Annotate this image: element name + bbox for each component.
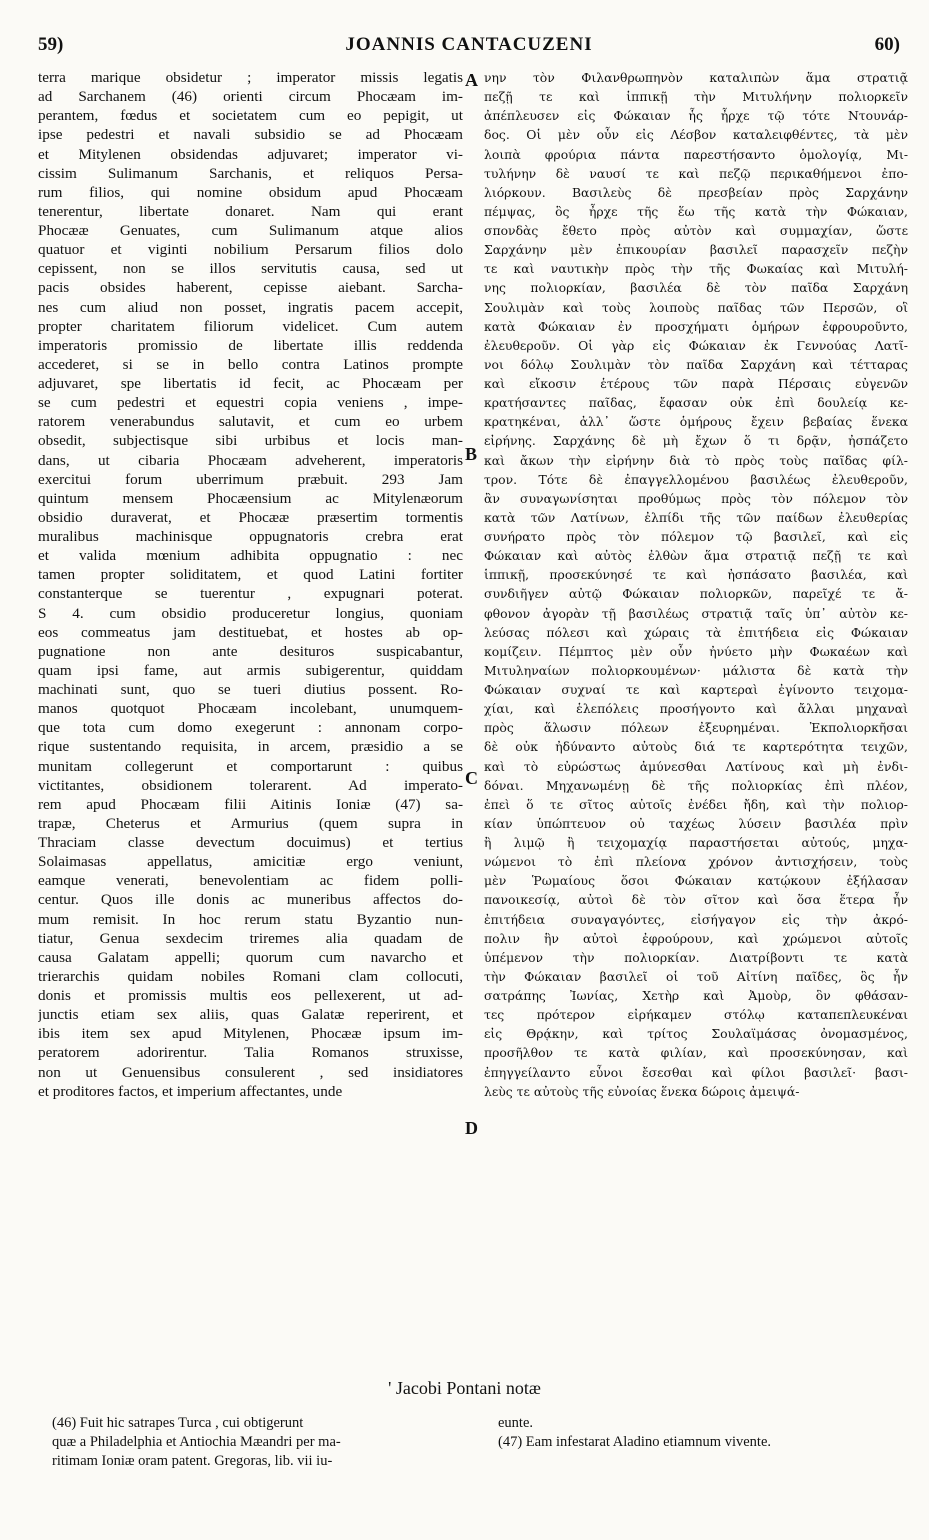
- greek-text-line: προσῆλθον τε κατὰ φιλίαν, καὶ προσεκύνησαν, καὶ: [484, 1045, 908, 1061]
- page-header: [38, 34, 900, 64]
- latin-text-column: [38, 68, 463, 1368]
- footnote-line: (46) Fuit hic satrapes Turca , cui obtigerunt: [52, 1415, 304, 1431]
- latin-text-line: non ut Genuensibus consulerent , sed insidiatores: [38, 1063, 463, 1081]
- greek-text-line: κρατήσαντες παῖδας, ἔφασαν οὐκ ἐπὶ δουλείᾳ κε-: [484, 395, 908, 411]
- greek-text-line: τες πρότερον εἰρήκαμεν στόλῳ καταπεπλευκέναι: [484, 1007, 908, 1023]
- latin-text-line: causa Galatam appelli; quorum cum navarcho et: [38, 948, 463, 966]
- greek-text-line: τρον. Τότε δὲ ἐπαγγελλομένου βασιλέως ἐλευθεροῦν,: [484, 471, 908, 487]
- latin-text-line: adjuvaret, spe libertatis id fecit, ac Phocæam per: [38, 375, 463, 392]
- page-number-left: 59): [38, 34, 64, 55]
- latin-text-line: cepissent, non se illos servitutis causa, sed ut: [38, 260, 463, 278]
- greek-text-line: καὶ τὸ εὐρώστως ἀμύνεσθαι Λατίνους καὶ μὴ ἐνδι-: [484, 758, 908, 774]
- greek-text-line: νης πολιορκίαν, βασιλέα δὲ τὸν παῖδα Σαρχάνη: [484, 280, 908, 296]
- greek-text-line: κατὰ τῶν Λατίνων, ἐλπίδι τῆς τῶν παίδων ἐλευθερίας: [484, 509, 908, 525]
- latin-text-line: ratorem venerabundus salutavit, et cum eo urbem: [38, 413, 463, 431]
- greek-text-line: μὲν Ῥωμαίους ὅσοι Φώκαιαν κατῴκουν ἐξήλασαν: [484, 873, 908, 889]
- latin-text-line: quintum mensem Phocæensium ac Mitylenæorum: [38, 489, 463, 507]
- latin-text-line: eos commeatus jam destituebat, et hostes ab op-: [38, 623, 463, 641]
- greek-text-line: ἀπέπλευσεν εἰς Φώκαιαν ἧς ἦρχε τῷ τότε Ντουνάρ-: [484, 108, 908, 124]
- greek-text-line: τὴν Φώκαιαν βασιλεῖ οἱ τοῦ Αἰτίνη παῖδες, ὃς ἦν: [484, 968, 908, 984]
- latin-text-line: victitantes, obsidionem tolerarent. Ad imperato-: [38, 776, 463, 794]
- latin-text-line: se cum pedestri et equestri copia veniens , impe-: [38, 394, 463, 412]
- latin-text-line: donis et promissis multis eos pellexerent, ut ad-: [38, 987, 463, 1004]
- greek-text-line: πρὸς ἅλωσιν πόλεων ἐξευρημέναι. Ἐκπολιορκῆσαι: [484, 720, 908, 736]
- latin-text-line: et proditores factos, et imperium affectantes, unde: [38, 1082, 343, 1100]
- greek-text-line: ὑπέμενον τὴν πολιορκίαν. Διατρίβοντι τε κατὰ: [484, 949, 908, 965]
- greek-text-line: σπονδὰς ἔθετο πρὸς αὐτὸν καὶ συμμαχίαν, ὥστε: [484, 223, 908, 238]
- latin-text-line: que tota cum domo exegerunt : annonam corpo-: [38, 719, 463, 737]
- greek-text-line: δὲ οὐκ ἠδύναντο αὐτοὺς διά τε καρτερότητα τειχῶν,: [484, 739, 908, 755]
- latin-text-line: manos quotquot Phocæam incolebant, unumquem-: [38, 700, 463, 718]
- latin-text-line: quam ipsi fame, aut armis subigerentur, quiddam: [38, 661, 463, 679]
- latin-text-line: obsedit, subjectisque sibi urbibus et locis man-: [38, 432, 463, 450]
- greek-text-line: τυλήνην δὲ ναυσί τε καὶ πεζῷ περικαθήμενοι ἐπο-: [484, 165, 908, 181]
- latin-text-line: muralibus machinisque oppugnatoris crebra erat: [38, 528, 463, 545]
- greek-text-line: κομίζειν. Πέμπτος μὲν οὖν ἠνύετο μὴν Φωκαέων καὶ: [484, 643, 908, 659]
- greek-text-line: ἂν συναγωνίσηται προθύμως πρὸς τὸν πόλεμον τὸν: [484, 490, 908, 506]
- latin-text-line: eamque venerati, benevolentiam ac fidem polli-: [38, 872, 463, 890]
- latin-text-line: Phocææ Genuates, cum Sulimanum atque alios: [38, 222, 463, 239]
- latin-text-line: obsidio duraverat, et Phocææ præsertim tormentis: [38, 508, 463, 526]
- greek-text-line: ἐπηγγείλαντο εὖνοι ἔσεσθαι καὶ φίλοι βασιλεῖ· βασι-: [484, 1064, 908, 1080]
- footnotes-right: [498, 1414, 918, 1452]
- greek-text-line: καὶ ἄκων τὴν εἰρήνην διὰ τὸ πρὸς τοὺς παῖδας φίλ-: [484, 452, 908, 468]
- greek-text-line: ἐπιτήδεια συναγαγόντες, εἰσήγαγον εἰς τὴν ἀκρό-: [484, 911, 908, 927]
- greek-text-line: ἢ λιμῷ ἢ τειχομαχίᾳ παραστήσεται αὐτούς, μηχα-: [484, 835, 908, 850]
- latin-text-line: rique sustentando requisita, in arcem, præsidio a se: [38, 738, 463, 756]
- greek-text-line: ἱππικῇ, προσεκύνησέ τε καὶ ἠσπάσατο βασιλέα, καὶ: [484, 567, 908, 583]
- greek-text-line: λοιπὰ φρούρια πάντα παρεστήσαντο ὁμολογίᾳ, Μι-: [484, 146, 908, 162]
- latin-text-line: exercitui forum uberrimum præbuit. 293 Jam: [38, 470, 463, 488]
- greek-text-line: πολιν ἣν αὐτοὶ ἐφρούρουν, καὶ χρώμενοι αὐτοῖς: [484, 930, 908, 946]
- greek-text-line: ἐπεὶ ὅ τε σῖτος αὐτοῖς ἐνέδει ἤδη, καὶ τὴν πολιορ-: [484, 796, 908, 812]
- greek-text-line: πεζῇ τε καὶ ἱππικῇ τὴν Μιτυλήνην πολιορκεῖν: [484, 89, 908, 105]
- latin-text-line: pacis obsides haberent, cepisse aiebant. Sarcha-: [38, 279, 463, 297]
- latin-text-line: constanterque se tuerentur , expugnari poterat.: [38, 585, 463, 603]
- greek-text-line: συνδιῆγεν αὐτῷ Φώκαιαν πολιορκῶν, παρεῖχέ τε ἄ-: [484, 586, 908, 602]
- latin-text-line: peratorem adorirentur. Talia Romanos struxisse,: [38, 1044, 463, 1062]
- latin-text-line: pugnatione non ante desituros suspicabantur,: [38, 642, 463, 660]
- greek-text-line: εἰς Θρᾴκην, καὶ τρίτος Σουλαϊμάσας ὀνομασμένος,: [484, 1026, 908, 1042]
- latin-text-line: machinati sunt, quo se tueri diutius possent. Ro-: [38, 681, 463, 698]
- latin-text-line: rum filios, qui nomine obsidum apud Phocæam: [38, 183, 463, 201]
- greek-text-line: σατράπης Ἰωνίας, Χετὴρ καὶ Ἀμοὺρ, ὃν φθάσαν-: [484, 988, 908, 1003]
- latin-text-line: ipse pedestri et navali subsidio se ad Phocæam: [38, 126, 463, 144]
- greek-text-line: λιόρκουν. Βασιλεὺς δὲ πρεσβείαν πρὸς Σαρχάνην: [484, 184, 908, 200]
- footnote-line: quæ a Philadelphia et Antiochia Mæandri per ma-: [52, 1434, 341, 1450]
- footnote-line: ritimam Ioniæ oram patent. Gregoras, lib. vii iu-: [52, 1453, 333, 1469]
- greek-text-line: Σαρχάνην μὲν ἐπικουρίαν βασιλεῖ παρασχεῖν πεζὴν: [484, 242, 908, 258]
- greek-text-line: εἰρήνης. Σαρχάνης δὲ μὴ ἔχων ὅ τι δρᾷν, ἠσπάζετο: [484, 433, 908, 449]
- latin-text-line: munitam collegerunt et comportarunt : quibus: [38, 757, 463, 775]
- footnote-line: (47) Eam infestarat Aladino etiamnum vivente.: [498, 1434, 772, 1450]
- latin-text-line: Solaimasas appellatus, amicitiæ ergo veniunt,: [38, 853, 463, 871]
- greek-text-column: [484, 68, 908, 1368]
- greek-text-line: κατὰ Φώκαιαν ἐν προσχήματι ὁμήρων ἐφρουροῦντο,: [484, 318, 908, 334]
- latin-text-line: mum remisit. In hoc rerum statu Byzantio nun-: [38, 910, 463, 928]
- greek-text-line: δος. Οἱ μὲν οὖν εἰς Λέσβον καταλειφθέντες, τὰ μὲν: [484, 127, 908, 143]
- latin-text-line: Thraciam classe devectum docuimus) et tertius: [38, 834, 463, 851]
- latin-text-line: imperatoris promissio de libertate illis reddenda: [38, 336, 463, 354]
- section-marker-d: D: [465, 1118, 478, 1138]
- latin-text-line: tenerentur, libertate donaret. Nam qui erant: [38, 202, 463, 220]
- latin-text-line: quatuor et viginti nobilium Persarum filios dolo: [38, 241, 463, 259]
- greek-text-line: δόναι. Μηχανωμένῃ δὲ τῆς πολιορκίας ἐπὶ πλέον,: [484, 777, 908, 793]
- section-marker-b: B: [465, 444, 478, 464]
- notes-heading: ' Jacobi Pontani notæ: [388, 1378, 541, 1398]
- latin-text-line: S 4. cum obsidio produceretur longius, quoniam: [38, 604, 463, 622]
- greek-text-line: Φώκαιαν καὶ αὐτὸς ἐλθὼν ἅμα στρατιᾷ πεζῇ τε καὶ: [484, 548, 908, 564]
- greek-text-line: ἐλευθεροῦν. Οἱ γὰρ εἰς Φώκαιαν ἐκ Γεννούας Λατῖ-: [484, 337, 908, 353]
- greek-text-line: νην τὸν Φιλανθρωπηνὸν καταλιπὼν ἅμα στρατιᾷ: [484, 70, 908, 85]
- greek-text-line: λεύσας πόλεσι καὶ χώραις τὰ ἐπιτήδεια εἰς Φώκαιαν: [484, 624, 908, 640]
- latin-text-line: trierarchis quidam nobiles Romani clam collocuti,: [38, 967, 463, 985]
- latin-text-line: rem apud Phocæam filii Aitinis Ioniæ (47) sa-: [38, 795, 463, 813]
- greek-text-line: κίαν ὑπώπτευον οὐ ταχέως λύσειν βασιλέα πρὶν: [484, 815, 908, 831]
- greek-text-line: χίαι, καὶ ἑλεπόλεις προσήγοντο καὶ ἄλλαι μηχαναὶ: [484, 701, 908, 717]
- greek-text-line: Σουλιμὰν καὶ τοὺς λοιποὺς παῖδας τῶν Περσῶν, οἳ: [484, 299, 908, 315]
- greek-text-line: τε καὶ ναυτικὴν πρὸς τὴν τῆς Φωκαίας καὶ Μιτυλή-: [484, 261, 908, 277]
- latin-text-line: nes cum aliud non posset, ingratis pacem accepit,: [38, 298, 463, 316]
- latin-text-line: et valida mœnium adhibita oppugnatio : nec: [38, 547, 463, 565]
- latin-text-line: perantem, fœdus et societatem cum eo pepigit, ut: [38, 107, 463, 125]
- running-title: JOANNIS CANTACUZENI: [345, 34, 593, 55]
- latin-text-line: tiatur, Genua sexdecim triremes alia quadam de: [38, 929, 463, 947]
- greek-text-line: κρατηκέναι, ἀλλ᾽ ὥστε ὁμήρους ἔχειν βεβαίας ἕνεκα: [484, 414, 908, 430]
- latin-text-line: trapæ, Cheterus et Armurius (quem supra in: [38, 814, 463, 832]
- page-number-right: 60): [874, 34, 900, 55]
- greek-text-line: φθονον ἀγορὰν τῇ βασιλέως στρατιᾷ ταῖς ὑπ᾽ αὐτὸν κε-: [484, 605, 908, 621]
- greek-text-line: νώμενοι τὸ ἐπὶ πλείονα χρόνον ἀντισχήσειν, τοὺς: [484, 854, 908, 870]
- latin-text-line: propter charitatem filiorum videlicet. Cum autem: [38, 317, 463, 335]
- latin-text-line: cissim Sulimanum Sarchanis, et reliquos Persa-: [38, 164, 463, 182]
- greek-text-line: νοι δόλῳ Σουλιμὰν τὸν παῖδα Σαρχάνη καὶ τέτταρας: [484, 356, 908, 372]
- greek-text-line: Φώκαιαν συχναί τε καὶ καρτεραὶ ἐγίνοντο τειχομα-: [484, 682, 908, 697]
- latin-text-line: ad Sarchanem (46) orienti circum Phocæam im-: [38, 88, 463, 106]
- section-marker-c: C: [465, 768, 478, 788]
- section-marker-a: A: [465, 70, 478, 90]
- latin-text-line: accederet, si se in bello contra Latinos prompte: [38, 355, 463, 373]
- latin-text-line: tamen propter soliditatem, et quod Latini fortiter: [38, 566, 463, 584]
- latin-text-line: ibis item sex apud Mitylenen, Phocææ ipsum im-: [38, 1025, 463, 1043]
- greek-text-line: λεὺς τε αὐτοὺς τῆς εὐνοίας ἕνεκα δώροις ἀμειψά-: [484, 1083, 800, 1099]
- footnotes-left: [52, 1414, 472, 1471]
- latin-text-line: junctis etiam sex aliis, quas Galatæ reperirent, et: [38, 1006, 463, 1024]
- latin-text-line: terra marique obsidetur ; imperator missis legatis: [38, 69, 463, 86]
- footnote-line: eunte.: [498, 1415, 534, 1431]
- latin-text-line: et Mitylenen obsidendas adjuvaret; imperator vi-: [38, 145, 463, 163]
- greek-text-line: συνήρατο πρὸς τὸν πόλεμον τῷ βασιλεῖ, καὶ εἰς: [484, 529, 908, 544]
- greek-text-line: πανοικεσίᾳ, αὐτοὶ δὲ τὸν σῖτον καὶ ὅσα ἕτερα ἦν: [484, 892, 908, 908]
- latin-text-line: dans, ut cibaria Phocæam adveherent, imperatoris: [38, 451, 463, 469]
- greek-text-line: καὶ εἴκοσιν ἑτέρους τῶν παρὰ Πέρσαις εὐγενῶν: [484, 376, 908, 391]
- greek-text-line: Μιτυληναίων πολιορκουμένων· μάλιστα δὲ κατὰ τὴν: [484, 662, 908, 678]
- greek-text-line: πέμψας, ὃς ἦρχε τῆς ἕω τῆς κατὰ τὴν Φώκαιαν,: [484, 203, 908, 219]
- latin-text-line: centur. Quos ille donis ac muneribus affectos do-: [38, 891, 463, 909]
